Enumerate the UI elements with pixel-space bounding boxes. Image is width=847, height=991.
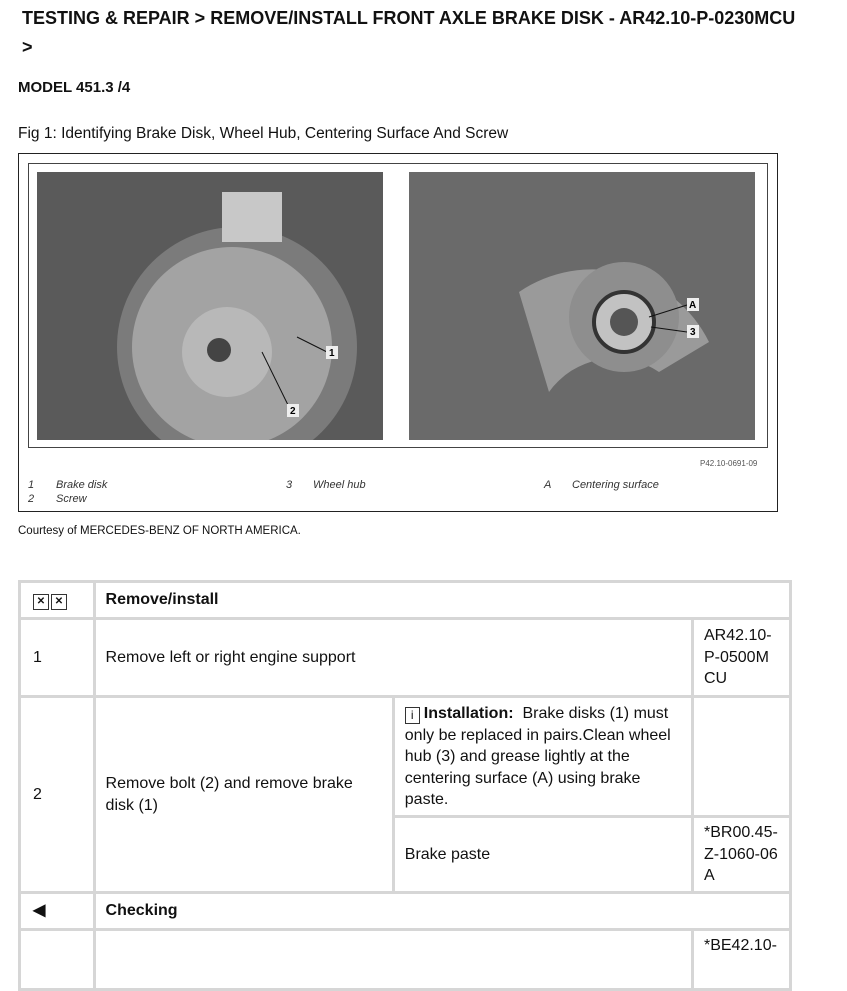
section-header-row	[20, 893, 791, 930]
callout-2: 2	[290, 406, 296, 417]
legend-key: 2	[28, 493, 35, 505]
legend-key: A	[544, 479, 552, 491]
legend-label: Wheel hub	[313, 479, 366, 491]
model-label: MODEL 451.3 /4	[18, 79, 131, 96]
empty-cell	[94, 930, 692, 990]
step-number: 1	[20, 619, 95, 697]
breadcrumb: TESTING & REPAIR > REMOVE/INSTALL FRONT AXLE BRAKE DISK - AR42.10-P-0230MCU >	[22, 8, 796, 57]
figure-title: Fig 1: Identifying Brake Disk, Wheel Hub, Centering Surface And Screw	[18, 125, 509, 142]
info-icon: i	[405, 707, 420, 724]
legend-label: Screw	[56, 493, 87, 505]
step-text: Remove left or right engine support	[94, 619, 692, 697]
section-title: Remove/install	[94, 582, 790, 619]
step-reference-link[interactable]: AR42.10-P-0500MCU	[692, 619, 790, 697]
material-reference-link[interactable]: *BR00.45-Z-1060-06A	[692, 817, 790, 893]
callout-3: 3	[690, 327, 696, 338]
legend-label: Brake disk	[56, 479, 108, 491]
table-row	[20, 697, 791, 817]
section-title: Checking	[94, 893, 790, 930]
courtesy-note: Courtesy of MERCEDES-BENZ OF NORTH AMERICA.	[18, 525, 301, 537]
material-text: Brake paste	[393, 817, 692, 893]
callout-1: 1	[329, 348, 335, 359]
step-number: 2	[20, 697, 95, 893]
image-code: P42.10-0691-09	[700, 459, 758, 468]
legend-label: Centering surface	[572, 479, 659, 491]
procedure-table	[18, 580, 792, 991]
wheel-hub-illustration	[409, 172, 755, 440]
step-reference-link[interactable]: *BE42.10-	[692, 930, 790, 990]
note-label: Installation:	[423, 705, 514, 722]
brake-disk-illustration	[37, 172, 383, 440]
checking-icon: ◀︎	[20, 893, 95, 930]
legend-key: 3	[286, 479, 293, 491]
step-text: Remove bolt (2) and remove brake disk (1)	[94, 697, 393, 893]
section-header-row	[20, 582, 791, 619]
empty-cell	[20, 930, 95, 990]
table-row	[20, 619, 791, 697]
brake-disk-photo	[37, 172, 383, 440]
empty-cell	[692, 697, 790, 817]
note-text: Brake disks (1) must only be replaced in pairs.Clean wheel hub (3) and grease lightly at the centering surface (A) using brake paste.	[404, 705, 671, 808]
installation-note	[393, 697, 692, 817]
callout-a: A	[689, 300, 697, 311]
remove-install-icon: ✕ ✕	[20, 582, 95, 619]
legend-key: 1	[28, 479, 35, 491]
table-row	[20, 930, 791, 990]
wheel-hub-photo	[409, 172, 755, 440]
